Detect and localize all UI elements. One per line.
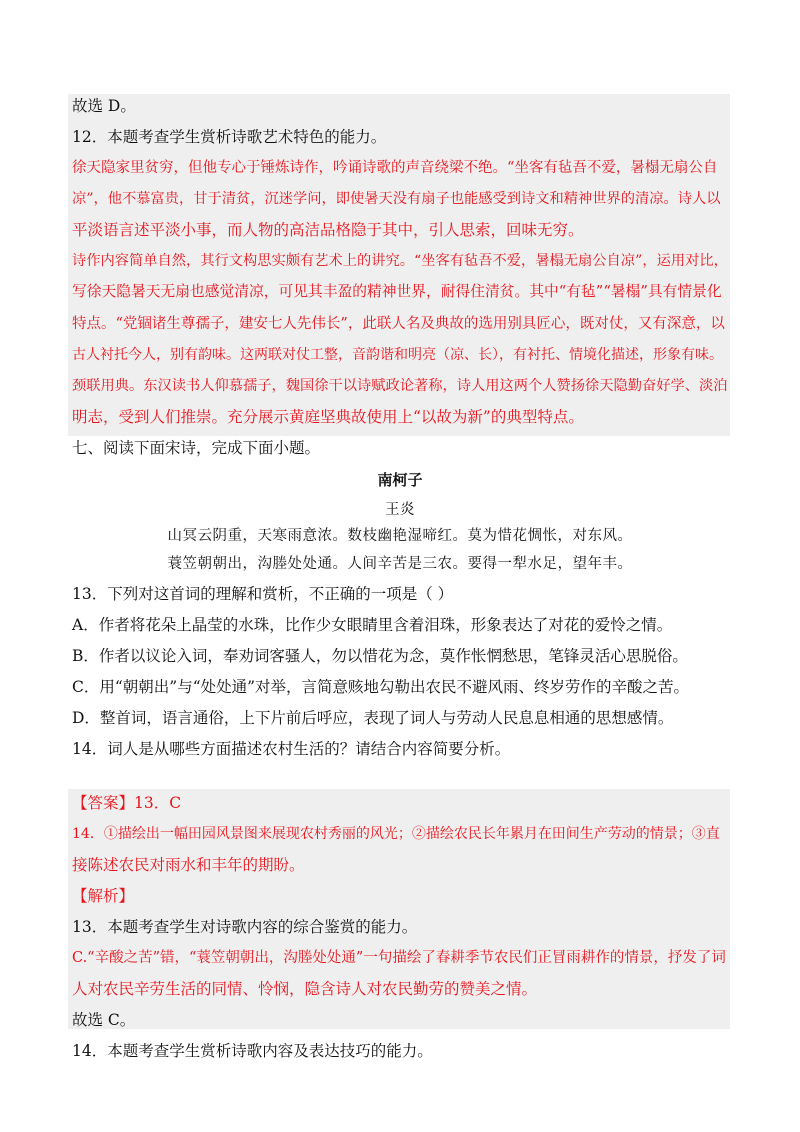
text-line: 徐天隐家里贫穷，但他专心于锤炼诗作，吟诵诗歌的声音绕梁不绝。“坐客有毡吾不爱，暑榻无扇公自 — [72, 160, 718, 176]
option-c: C．用“朝朝出”与“处处通”对举，言简意赅地勾勒出农民不避风雨、终岁劳作的辛酸之苦。 — [72, 678, 690, 696]
text-line: 平淡语言述平淡小事，而人物的高洁品格隐于其中，引人思索，回味无穷。 — [72, 221, 584, 239]
answer-text: 14．①描绘出一幅田园风景图来展现农村秀丽的风光；②描绘农民长年累月在田间生产劳动的情景；③直 — [72, 826, 720, 842]
text-line: 明志，受到人们推崇。充分展示黄庭坚典故使用上“以故为新”的典型特点。 — [72, 408, 584, 426]
poem-line: 山冥云阴重，天寒雨意浓。数枝幽艳湿啼红。莫为惜花惆怅，对东风。 — [167, 528, 633, 544]
question-text: 13．下列对这首词的理解和赏析，不正确的一项是（ ） — [72, 585, 454, 603]
poem-author: 王炎 — [385, 502, 415, 518]
option-a: A．作者将花朵上晶莹的水珠，比作少女眼睛里含着泪珠，形象表达了对花的爱怜之情。 — [72, 616, 673, 634]
option-d: D．整首词，语言通俗，上下片前后呼应，表现了词人与劳动人民息息相通的思想感情。 — [72, 709, 674, 727]
text-line: 古人衬托今人，别有韵味。这两联对仗工整，音韵谐和明亮（凉、长），有衬托、情境化描述，形象有味。 — [72, 347, 723, 363]
analysis-text: 14．本题考查学生赏析诗歌内容及表达技巧的能力。 — [72, 1042, 433, 1060]
question-text: 14．词人是从哪些方面描述农村生活的？请结合内容简要分析。 — [72, 740, 511, 758]
text-line: 12．本题考查学生赏析诗歌艺术特色的能力。 — [72, 128, 387, 146]
option-b: B．作者以议论入词，奉劝词客骚人，勿以惜花为念，莫作怅惘愁思，笔锋灵活心思脱俗。 — [72, 647, 688, 665]
text-line: 诗作内容简单自然，其行文构思实颇有艺术上的讲究。“坐客有毡吾不爱，暑榻无扇公自凉”，运用对比， — [72, 253, 728, 269]
answer-text: 接陈述农民对雨水和丰年的期盼。 — [72, 856, 305, 874]
answer-label: 【答案】13．C — [72, 794, 182, 812]
analysis-text: 人对农民辛劳生活的同情、怜悯，隐含诗人对农民勤劳的赞美之情。 — [72, 980, 538, 998]
analysis-label: 【解析】 — [72, 887, 135, 905]
text-line: 颈联用典。东汉读书人仰慕孺子，魏国徐干以诗赋政论著称，诗人用这两个人赞扬徐天隐勤奋好学、淡泊 — [72, 378, 728, 394]
poem-title: 南柯子 — [377, 471, 423, 489]
text-line: 凉”，他不慕富贵，甘于清贫，沉迷学问，即使暑天没有扇子也能感受到诗文和精神世界的清凉。诗人以 — [72, 191, 721, 207]
poem-line: 蓑笠朝朝出，沟塍处处通。人间辛苦是三农。要得一犁水足，望年丰。 — [167, 556, 633, 572]
analysis-text: 故选 C。 — [72, 1011, 136, 1029]
text-line: 特点。“党锢诸生尊孺子，建安七人先伟长”，此联人名及典故的选用别具匠心，既对仗，又有深意，以 — [72, 316, 725, 332]
section-heading: 七、阅读下面宋诗，完成下面小题。 — [72, 439, 321, 457]
text-line: 故选 D。 — [72, 97, 136, 115]
analysis-text: C.“辛酸之苦”错，“蓑笠朝朝出，沟塍处处通”一句描绘了春耕季节农民们正冒雨耕作的情景，抒发了词 — [72, 950, 726, 966]
text-line: 写徐天隐暑天无扇也感觉清凉，可见其丰盈的精神世界，耐得住清贫。其中“有毡”“暑榻”具有情景化 — [72, 283, 722, 300]
analysis-text: 13．本题考查学生对诗歌内容的综合鉴赏的能力。 — [72, 918, 418, 936]
